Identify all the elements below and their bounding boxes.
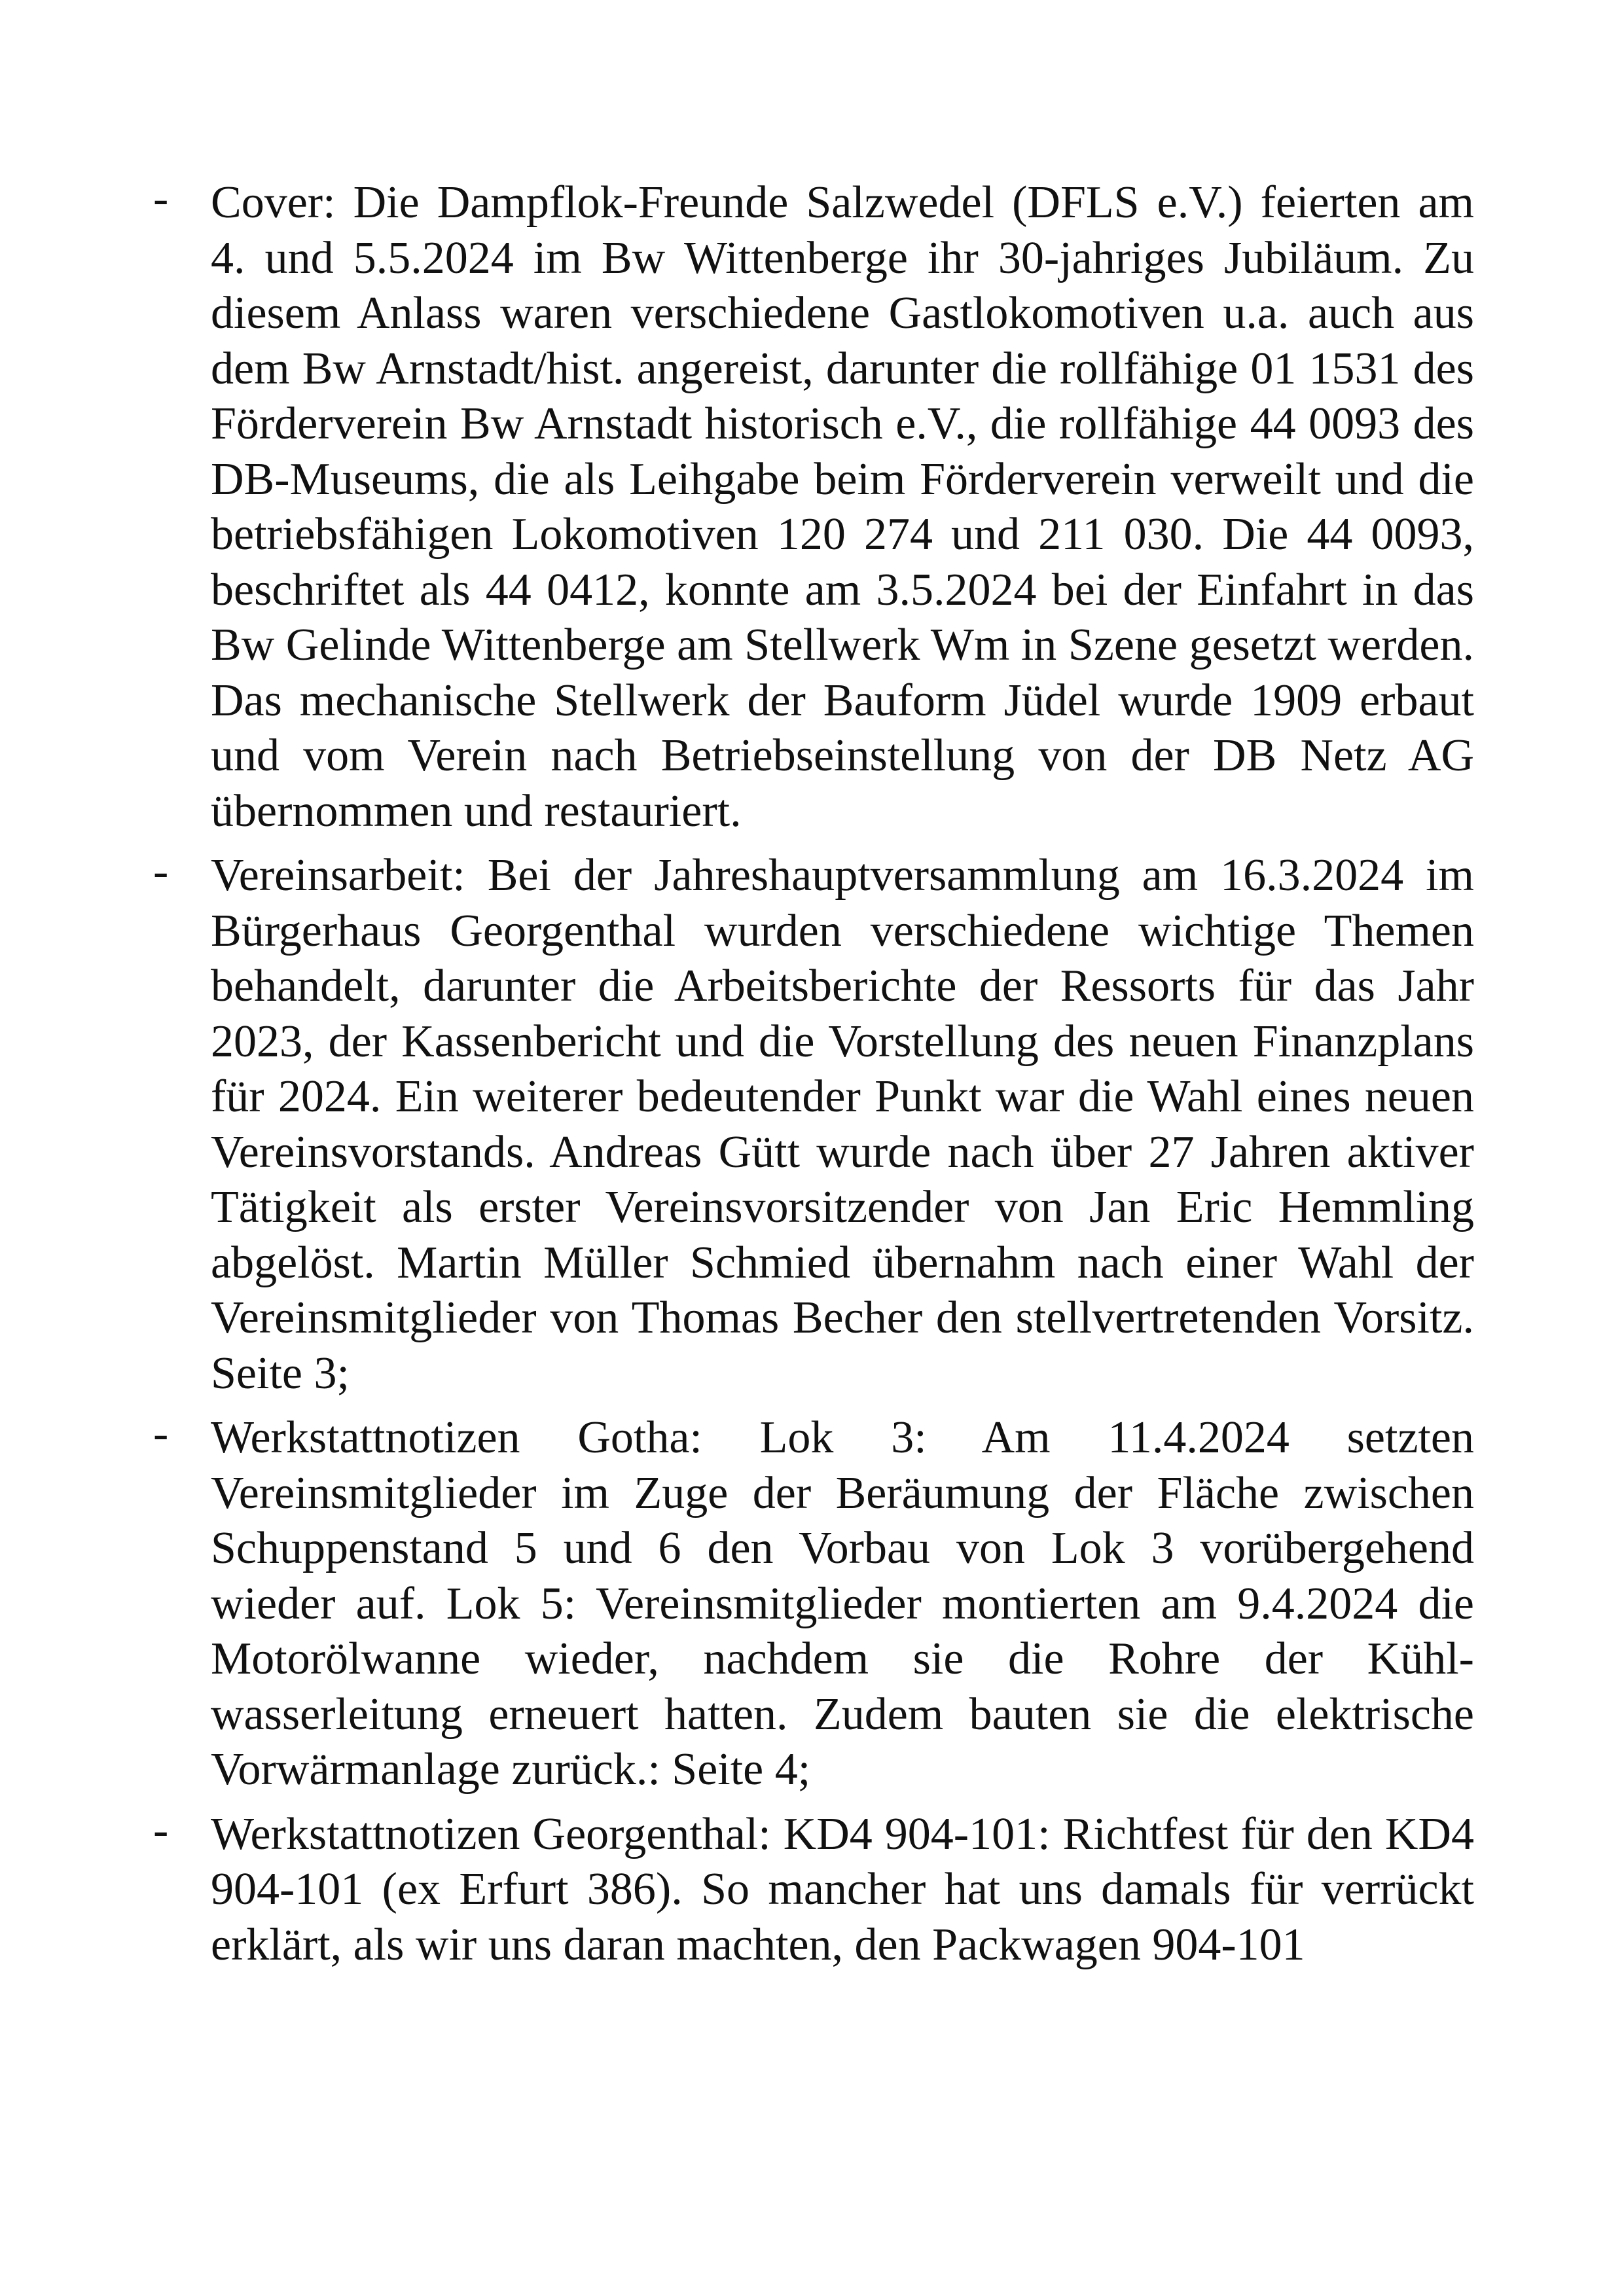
bullet-dash: - <box>153 846 169 897</box>
list-item-werkstatt-gotha <box>153 1408 1474 1798</box>
bullet-dash: - <box>153 1804 169 1856</box>
bullet-dash: - <box>153 173 169 224</box>
list-item-werkstatt-georgenthal <box>153 1804 1474 1973</box>
list-item-text: Vereinsarbeit: Bei der Jahreshauptversammlung am 16.3.2024 im Bürgerhaus Georgenthal wurden verschiedene wichtige Themen behandelt, darunter die Arbeitsberichte der Ressorts für das Jahr 2023, der Kassenbericht und die Vorstellung des neuen Finanzplans für 2024. Ein weiterer bedeutender Punkt war die Wahl eines neuen Vereinsvorstands. Andreas Gütt wurde nach über 27 Jahren aktiver Tätigkeit als erster Vereinsvorsitzender von Jan Eric Hemmling abgelöst. Martin Müller Schmied übernahm nach einer Wahl der Vereinsmitglieder von Thomas Becher den stellvertretenden Vorsitz. Seite 3; <box>211 850 1474 1399</box>
bullet-dash: - <box>153 1408 169 1459</box>
list-item-vereinsarbeit <box>153 846 1474 1401</box>
list-item-text: Werkstattnotizen Gotha: Lok 3: Am 11.4.2024 setzten Vereinsmitglieder im Zuge der Beräumung der Fläche zwischen Schuppenstand 5 und 6 den Vorbau von Lok 3 vorübergehend wieder auf. Lok 5: Vereinsmitglieder montierten am 9.4.2024 die Motorölwanne wieder, nachdem sie die Rohre der Kühl-wasserleitung erneuert hatten. Zudem bauten sie die elektrische Vorwärmanlage zurück.: Seite 4; <box>211 1412 1474 1795</box>
list-item-text: Cover: Die Dampflok-Freunde Salzwedel (DFLS e.V.) feierten am 4. und 5.5.2024 im Bw Wittenberge ihr 30-jahriges Jubiläum. Zu diesem Anlass waren verschiedene Gastlokomotiven u.a. auch aus dem Bw Arnstadt/hist. angereist, darunter die rollfähige 01 1531 des Förderverein Bw Arnstadt historisch e.V., die rollfähige 44 0093 des DB-Museums, die als Leihgabe beim Förderverein verweilt und die betriebsfähigen Lokomotiven 120 274 und 211 030. Die 44 0093, beschriftet als 44 0412, konnte am 3.5.2024 bei der Einfahrt in das Bw Gelinde Wittenberge am Stellwerk Wm in Szene gesetzt werden. Das mechanische Stellwerk der Bauform Jüdel wurde 1909 erbaut und vom Verein nach Betriebseinstellung von der DB Netz AG übernommen und restauriert. <box>211 177 1474 836</box>
list-item-text: Werkstattnotizen Georgenthal: KD4 904-101: Richtfest für den KD4 904-101 (ex Erfurt 386). So mancher hat uns damals für verrückt erklärt, als wir uns daran machten, den Packwagen 904-101 <box>211 1808 1474 1970</box>
list-item-cover <box>153 173 1474 839</box>
bullet-list <box>153 173 1474 1982</box>
